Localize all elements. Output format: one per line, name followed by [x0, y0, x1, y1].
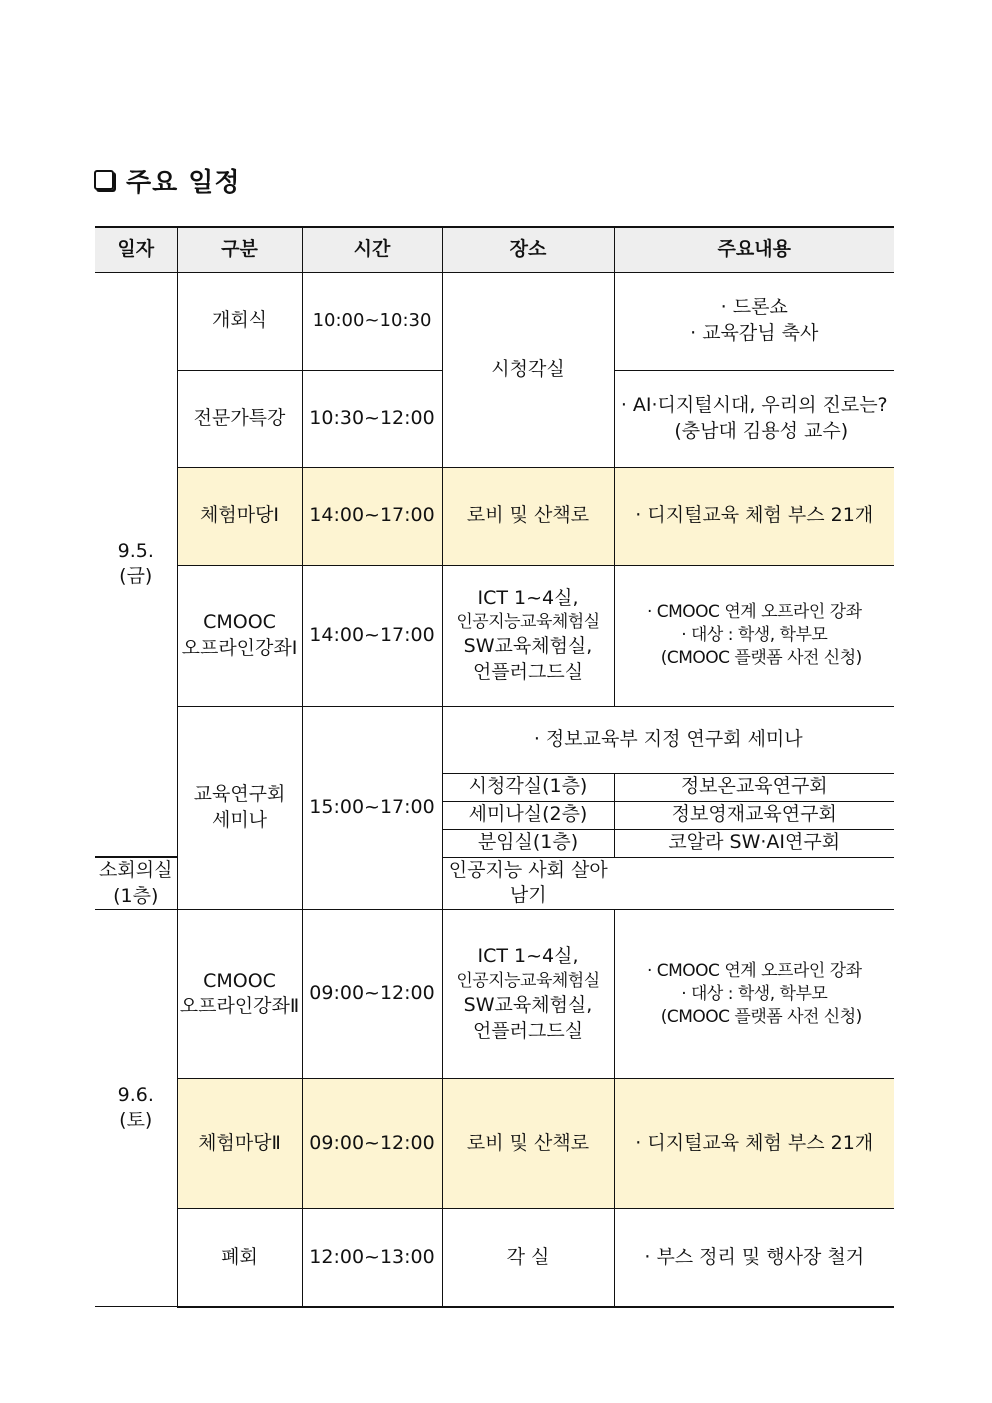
weekday-label: (토) [119, 1109, 153, 1132]
date-cell-day2 [95, 910, 177, 1307]
place-line: 언플러그드실 [472, 1019, 584, 1042]
place-line: 언플러그드실 [472, 660, 584, 683]
table-row [95, 272, 894, 370]
weekday-label: (금) [119, 565, 153, 588]
seminar-room-cell: 시청각실(1층) [442, 773, 614, 801]
date-label: 9.5. [117, 539, 154, 562]
time-cell: 09:00~12:00 [302, 1079, 442, 1209]
seminar-group-cell: 정보영재교육연구회 [614, 801, 894, 829]
section-title: 주요 일정 [126, 167, 241, 198]
content-cell: · 디지털교육 체험 부스 21개 [614, 467, 894, 565]
schedule-table [95, 226, 894, 1308]
header-date: 일자 [95, 227, 177, 272]
content-cell [614, 910, 894, 1079]
place-line: ICT 1~4실, [477, 586, 579, 609]
place-cell [442, 910, 614, 1079]
header-content: 주요내용 [614, 227, 894, 272]
content-cell [614, 370, 894, 467]
time-cell: 15:00~17:00 [302, 706, 442, 910]
content-line: · AI·디지털시대, 우리의 진로는? [620, 393, 888, 416]
content-cell: · 디지털교육 체험 부스 21개 [614, 1079, 894, 1209]
content-line: · 대상 : 학생, 학부모 [681, 983, 828, 1004]
category-line: 오프라인강좌Ⅰ [181, 636, 298, 659]
time-cell: 09:00~12:00 [302, 910, 442, 1079]
category-cell: 전문가특강 [177, 370, 302, 467]
place-cell [442, 565, 614, 706]
header-time: 시간 [302, 227, 442, 272]
content-line: · 대상 : 학생, 학부모 [681, 625, 828, 646]
category-cell [177, 910, 302, 1079]
category-line: 교육연구회 [193, 783, 286, 806]
content-cell [614, 272, 894, 370]
header-row [95, 227, 894, 272]
category-cell: 개회식 [177, 272, 302, 370]
seminar-group-cell: 인공지능 사회 살아남기 [442, 857, 614, 910]
date-label: 9.6. [117, 1083, 154, 1106]
table-row [95, 910, 894, 1079]
content-line: · CMOOC 연계 오프라인 강좌 [646, 960, 862, 981]
content-line: (CMOOC 플랫폼 사전 신청) [660, 1006, 862, 1027]
table-row [95, 565, 894, 706]
category-line: CMOOC [203, 610, 276, 633]
section-heading [94, 160, 241, 200]
seminar-room-cell: 분임실(1층) [442, 829, 614, 857]
table-row [95, 1209, 894, 1307]
seminar-group-cell: 코알라 SW·AI연구회 [614, 829, 894, 857]
content-line: · 드론쇼 [720, 296, 788, 319]
place-line: ICT 1~4실, [477, 945, 579, 968]
time-cell: 10:30~12:00 [302, 370, 442, 467]
content-cell [614, 565, 894, 706]
category-cell [177, 565, 302, 706]
content-cell: · 부스 정리 및 행사장 철거 [614, 1209, 894, 1307]
seminar-group-cell: 정보온교육연구회 [614, 773, 894, 801]
place-line: 인공지능교육체험실 [456, 970, 600, 991]
time-cell: 10:00~10:30 [302, 272, 442, 370]
category-cell: 체험마당Ⅰ [177, 467, 302, 565]
category-line: CMOOC [203, 969, 276, 992]
seminar-title-cell: · 정보교육부 지정 연구회 세미나 [442, 706, 894, 773]
content-line: (충남대 김용성 교수) [674, 419, 849, 442]
date-cell-day1 [95, 272, 177, 857]
seminar-room-cell: 소회의실(1층) [95, 857, 177, 910]
place-cell: 시청각실 [442, 272, 614, 467]
place-cell: 각 실 [442, 1209, 614, 1307]
content-line: · 교육감님 축사 [690, 322, 819, 344]
empty-checkbox-icon [94, 170, 114, 190]
time-cell: 12:00~13:00 [302, 1209, 442, 1307]
category-cell: 체험마당Ⅱ [177, 1079, 302, 1209]
header-place: 장소 [442, 227, 614, 272]
content-line: · CMOOC 연계 오프라인 강좌 [646, 602, 862, 623]
table-row-highlight [95, 1079, 894, 1209]
table-row [95, 706, 894, 773]
place-cell: 로비 및 산책로 [442, 1079, 614, 1209]
seminar-room-cell: 세미나실(2층) [442, 801, 614, 829]
place-line: SW교육체험실, [463, 635, 593, 658]
category-cell: 폐회 [177, 1209, 302, 1307]
table-row-highlight [95, 467, 894, 565]
content-line: (CMOOC 플랫폼 사전 신청) [660, 647, 862, 668]
time-cell: 14:00~17:00 [302, 565, 442, 706]
time-cell: 14:00~17:00 [302, 467, 442, 565]
header-category: 구분 [177, 227, 302, 272]
category-line: 세미나 [211, 808, 268, 831]
place-line: 인공지능교육체험실 [456, 612, 600, 633]
place-line: SW교육체험실, [463, 993, 593, 1016]
category-cell [177, 706, 302, 910]
place-cell: 로비 및 산책로 [442, 467, 614, 565]
category-line: 오프라인강좌Ⅱ [179, 995, 300, 1018]
